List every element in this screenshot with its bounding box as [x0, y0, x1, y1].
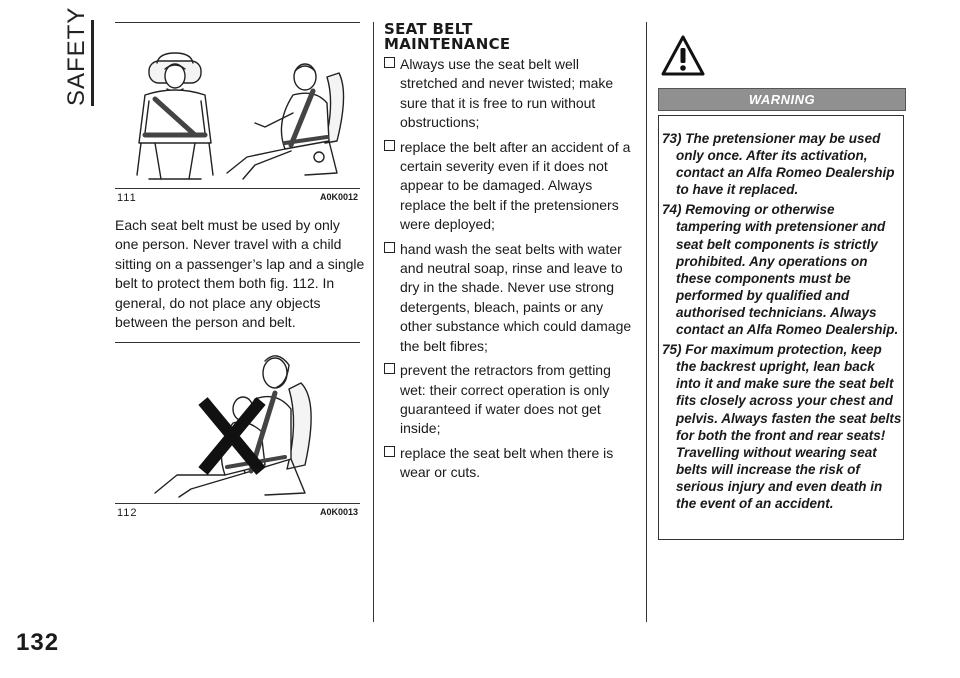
list-item-text: hand wash the seat belts with water and neutral soap, rinse and leave to dry in the shade. Never use strong detergents, bleach, paints or any other substance which could damage the belt fibres;: [400, 240, 632, 354]
warning-item: 74) Removing or otherwise tampering with pretensioner and seat belt components is strictly prohibited. Any operations on these components must be performed by qualified and authorised technicians. Always contact an Alfa Romeo Dealership.: [662, 202, 899, 338]
maintenance-heading: [384, 22, 634, 52]
checkbox-bullet-icon: [384, 363, 395, 374]
warning-triangle-icon: [661, 34, 705, 78]
figure-112-caption: [115, 503, 360, 522]
figure-112: [115, 342, 360, 522]
list-item: [384, 444, 636, 483]
figure-number: 112: [117, 507, 138, 519]
list-item: [384, 240, 636, 356]
figure-112-illustration: [115, 343, 360, 503]
maintenance-list: [384, 55, 636, 488]
warning-list: [662, 130, 902, 515]
figure-number: 111: [117, 192, 137, 204]
figure-111: [115, 22, 360, 207]
maintenance-heading-line2: MAINTENANCE: [384, 35, 511, 53]
list-item: [384, 361, 636, 439]
warning-triangle-icon-graphic: [661, 34, 705, 78]
section-title-text: SAFETY: [63, 6, 90, 106]
checkbox-bullet-icon: [384, 242, 395, 253]
list-item: [384, 138, 636, 235]
page-number: 132: [16, 629, 60, 656]
intro-paragraph: Each seat belt must be used by only one person. Never travel with a child sitting on a passenger’s lap and a single belt to protect them both fig. 112. In general, do not place any objects between the person and belt.: [115, 217, 365, 331]
warning-header: WARNING: [658, 88, 906, 111]
checkbox-bullet-icon: [384, 140, 395, 151]
figure-code: A0K0012: [319, 192, 358, 202]
figure-code: A0K0013: [319, 507, 358, 517]
checkbox-bullet-icon: [384, 446, 395, 457]
checkbox-bullet-icon: [384, 57, 395, 68]
section-side-title: [60, 6, 94, 106]
section-title-bar: [91, 20, 94, 106]
list-item-text: replace the belt after an accident of a certain severity even if it does not appear to be damaged. Always replace the belt if the pretensioners were deployed;: [400, 138, 631, 233]
list-item-text: replace the seat belt when there is wear or cuts.: [400, 444, 614, 481]
figure-111-caption: [115, 188, 360, 207]
seated-occupants-illustration: [115, 23, 360, 183]
figure-111-illustration: [115, 23, 360, 188]
list-item-text: prevent the retractors from getting wet: their correct operation is only guaranteed if water does not get inside;: [400, 362, 611, 437]
maintenance-heading-line1: SEAT BELT: [384, 20, 473, 38]
column-divider-right: [646, 22, 647, 622]
column-divider-left: [373, 22, 374, 622]
warning-item: 73) The pretensioner may be used only once. After its activation, contact an Alfa Romeo Dealership to have it replaced.: [662, 131, 895, 198]
warning-item: 75) For maximum protection, keep the backrest upright, lean back into it and make sure the seat belt fits closely across your chest and pelvis. Always fasten the seat belts for both the front and rear seats! Travelling without wearing seat belts will increase the risk of serious injury and even death in the event of an accident.: [662, 342, 902, 511]
list-item-text: Always use the seat belt well stretched and never twisted; make sure that it is free to run without obstructions;: [400, 56, 614, 131]
child-on-lap-illustration: [115, 343, 360, 498]
list-item: [384, 55, 636, 133]
